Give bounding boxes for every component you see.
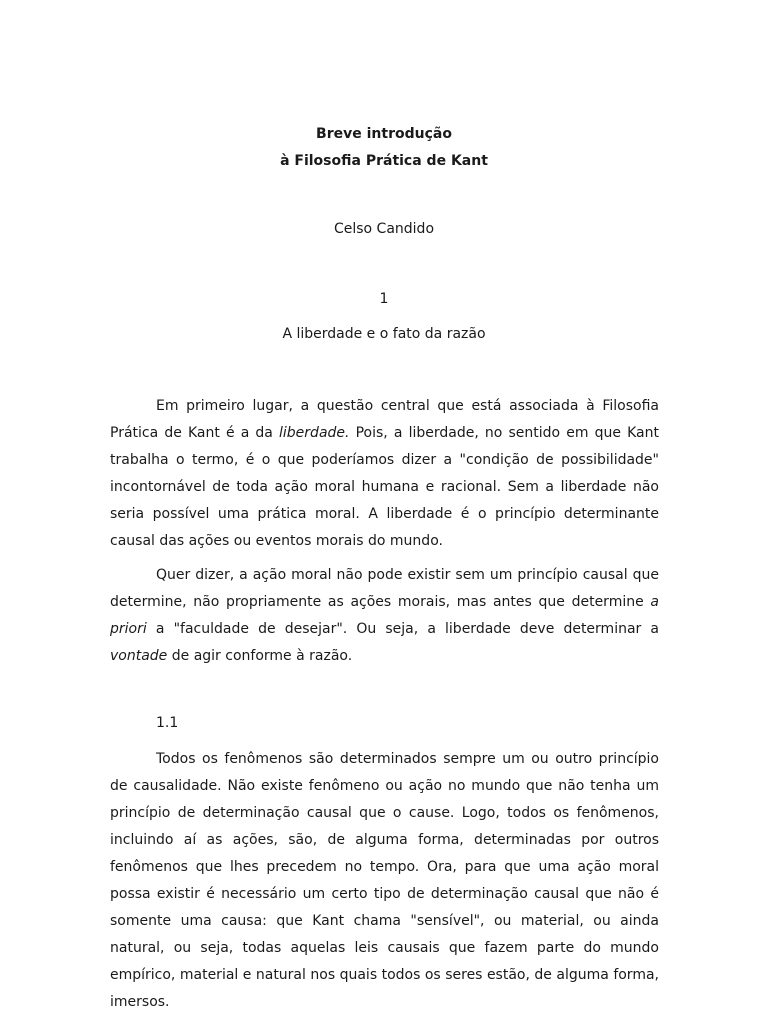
paragraph-2-italic-a-priori: a priori	[110, 594, 659, 637]
chapter-title: A liberdade e o fato da razão	[282, 326, 486, 342]
author-name: Celso Candido	[333, 221, 435, 237]
paragraph-2	[110, 562, 659, 670]
title-line-2: à Filosofia Prática de Kant	[280, 153, 488, 169]
paragraph-3: Todos os fenômenos são determinados sempre um ou outro princípio de causalidade. Não existe fenômeno ou ação no mundo que não tenha um princípio de determinação causal que o cause. Logo, todos os fenômenos, incluindo aí as ações, são, de alguma forma, determinadas por outros fenômenos que lhes precedem no tempo. Ora, para que uma ação moral possa existir é necessário um certo tipo de determinação causal que não é somente uma causa: que Kant chama "sensível", ou material, ou ainda natural, ou seja, todas aquelas leis causais que fazem parte do mundo empírico, material e natural nos quais todos os seres estão, de alguma forma, imersos.	[110, 751, 659, 1010]
title-line-1: Breve introdução	[316, 126, 452, 142]
paragraph-2-text-b: a "faculdade de desejar". Ou seja, a liberdade deve determinar a	[146, 621, 659, 637]
chapter-number: 1	[379, 291, 389, 307]
paragraph-2-text-c: de agir conforme à razão.	[167, 648, 353, 664]
document-title	[0, 121, 768, 175]
paragraph-2-text-a: Quer dizer, a ação moral não pode existir sem um princípio causal que determine, não propriamente as ações morais, mas antes que determine	[110, 567, 659, 610]
paragraph-1	[110, 393, 659, 555]
paragraph-1-text-a: Em primeiro lugar, a questão central que está associada à Filosofia Prática de Kant é a da	[110, 398, 659, 441]
paragraph-1-text-b: Pois, a liberdade, no sentido em que Kant trabalha o termo, é o que poderíamos dizer a "condição de possibilidade" incontornável de toda ação moral humana e racional. Sem a liberdade não seria possível uma prática moral. A liberdade é o princípio determinante causal das ações ou eventos morais do mundo.	[110, 425, 660, 549]
paragraph-2-italic-vontade: vontade	[110, 648, 168, 664]
paragraph-1-italic-liberdade: liberdade.	[279, 425, 350, 441]
section-number: 1.1	[156, 715, 179, 731]
